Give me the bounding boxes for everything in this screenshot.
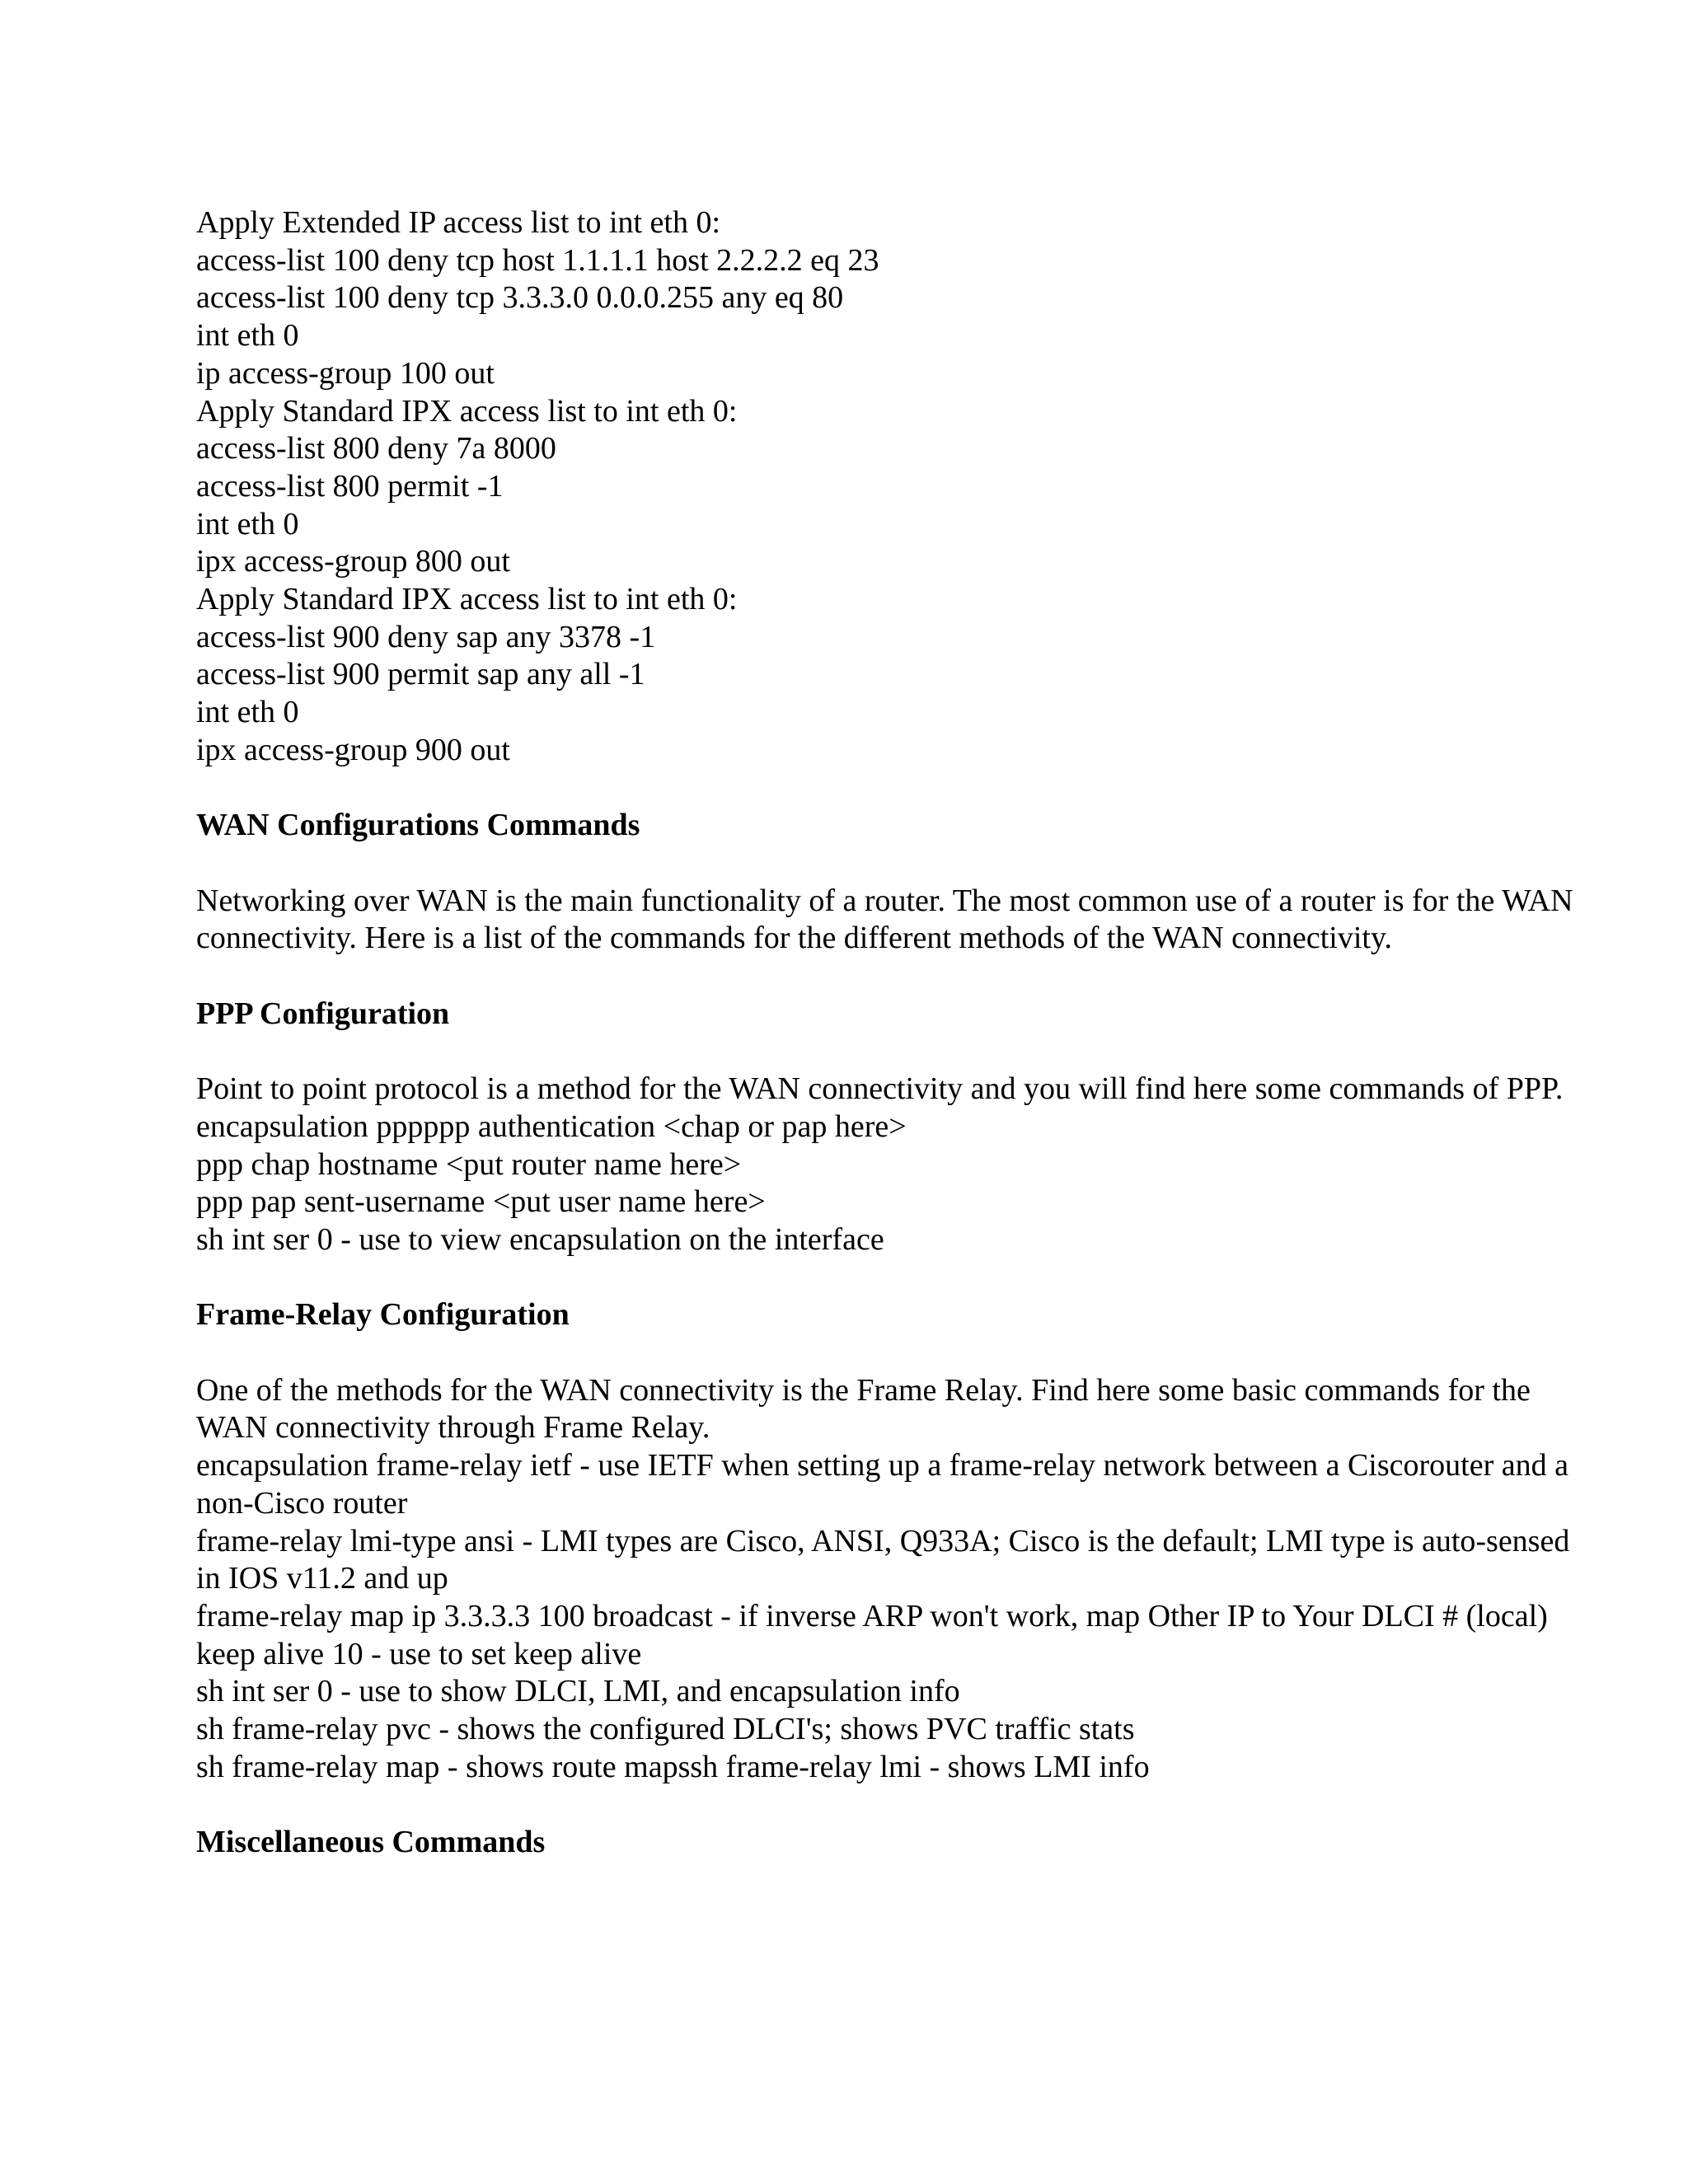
- frame-relay-command: sh int ser 0 - use to show DLCI, LMI, and encapsulation info: [196, 1674, 960, 1709]
- frame-relay-paragraph: One of the methods for the WAN connectivity is the Frame Relay. Find here some basic commands for the WAN connectivity through Frame Relay.: [196, 1372, 1531, 1446]
- ppp-command-line: ppp chap hostname <put router name here>: [196, 1146, 742, 1182]
- misc-heading: Miscellaneous Commands: [196, 1825, 546, 1860]
- frame-relay-command: keep alive 10 - use to set keep alive: [196, 1636, 642, 1671]
- acl-line: Apply Extended IP access list to int eth 0:: [196, 205, 721, 240]
- frame-relay-command: sh frame-relay map - shows route mapssh frame-relay lmi - shows LMI info: [196, 1749, 1150, 1784]
- spacer: [196, 770, 1581, 808]
- acl-line: access-list 800 deny 7a 8000: [196, 431, 556, 466]
- frame-relay-command: frame-relay map ip 3.3.3.3 100 broadcast - if inverse ARP won't work, map Other IP to Your DLCI # (local): [196, 1598, 1548, 1633]
- acl-line: Apply Standard IPX access list to int eth 0:: [196, 393, 738, 429]
- acl-line: ipx access-group 900 out: [196, 732, 510, 767]
- ppp-paragraph: Point to point protocol is a method for the WAN connectivity and you will find here some commands of PPP.: [196, 1071, 1564, 1107]
- ppp-command-line: encapsulation pppppp authentication <chap or pap here>: [196, 1108, 907, 1144]
- frame-relay-heading: Frame-Relay Configuration: [196, 1297, 570, 1333]
- acl-line: Apply Standard IPX access list to int eth 0:: [196, 582, 738, 617]
- acl-line: access-list 100 deny tcp 3.3.3.0 0.0.0.255 any eq 80: [196, 280, 844, 316]
- ppp-command-line: sh int ser 0 - use to view encapsulation on the interface: [196, 1221, 884, 1257]
- spacer: [196, 1334, 1581, 1372]
- acl-line: access-list 100 deny tcp host 1.1.1.1 host 2.2.2.2 eq 23: [196, 242, 879, 278]
- frame-relay-command: sh frame-relay pvc - shows the configured DLCI's; shows PVC traffic stats: [196, 1712, 1135, 1747]
- ppp-command-line: ppp pap sent-username <put user name here>: [196, 1184, 766, 1220]
- frame-relay-command: frame-relay lmi-type ansi - LMI types are Cisco, ANSI, Q933A; Cisco is the default; LMI type is auto-sensed in IOS v11.2 and up: [196, 1523, 1570, 1596]
- acl-line: ipx access-group 800 out: [196, 544, 510, 579]
- acl-line: int eth 0: [196, 318, 299, 354]
- frame-relay-command: encapsulation frame-relay ietf - use IETF when setting up a frame-relay network between a Ciscorouter and a non-Cisco router: [196, 1448, 1568, 1521]
- spacer: [196, 1786, 1581, 1824]
- wan-heading: WAN Configurations Commands: [196, 808, 640, 843]
- acl-line: int eth 0: [196, 695, 299, 730]
- spacer: [196, 845, 1581, 883]
- ppp-heading: PPP Configuration: [196, 996, 450, 1031]
- spacer: [196, 1033, 1581, 1071]
- spacer: [196, 1259, 1581, 1297]
- spacer: [196, 958, 1581, 996]
- acl-line: access-list 900 permit sap any all -1: [196, 657, 645, 692]
- document-content: [196, 204, 1581, 1862]
- wan-paragraph: Networking over WAN is the main functionality of a router. The most common use of a router is for the WAN connectivity. Here is a list of the commands for the different methods of the WAN connectivity.: [196, 883, 1573, 956]
- acl-line: access-list 900 deny sap any 3378 -1: [196, 619, 656, 654]
- acl-line: ip access-group 100 out: [196, 355, 495, 391]
- acl-line: int eth 0: [196, 506, 299, 541]
- acl-line: access-list 800 permit -1: [196, 468, 504, 504]
- acl-block: [196, 204, 1581, 770]
